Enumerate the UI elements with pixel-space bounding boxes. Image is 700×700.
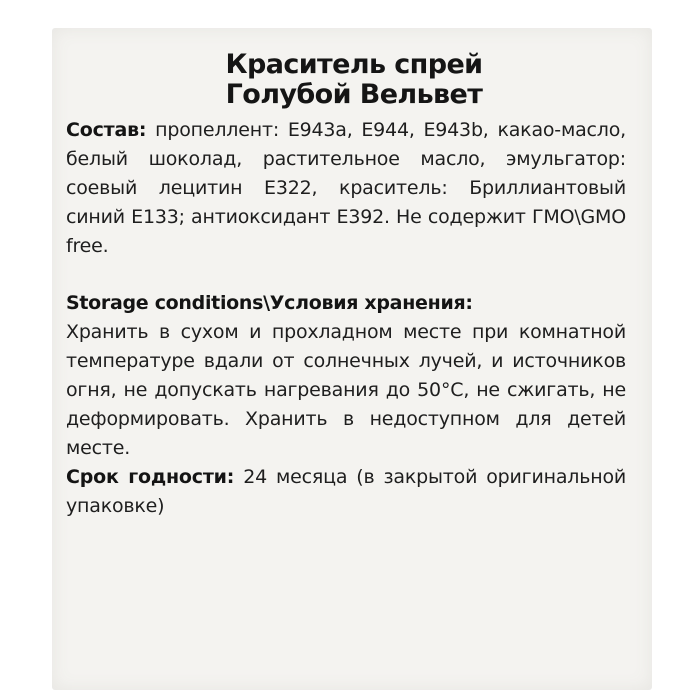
shelf-life-text: 24 месяца (в закрытой оригинальной упаковке) xyxy=(66,466,627,517)
composition-label: Состав: xyxy=(66,119,147,141)
shelf-life-label: Срок годности: xyxy=(66,466,235,488)
shelf-life-section xyxy=(66,463,626,521)
label-content xyxy=(66,50,626,521)
product-title xyxy=(82,50,626,110)
composition-section xyxy=(66,116,626,261)
product-title-line-1: Краситель спрей xyxy=(225,49,483,80)
composition-text: пропеллент: E943a, E944, E943b, какао-масло, белый шоколад, растительное масло, эмульгатор: соевый лецитин E322, краситель: Бриллиантовый синий E133; антиоксидант E392. Не содержит ГМО\GMO free. xyxy=(66,119,626,257)
product-label xyxy=(52,28,652,690)
storage-heading: Storage conditions\Условия хранения: xyxy=(66,292,473,314)
storage-text: Хранить в сухом и прохладном месте при комнатной температуре вдали от солнечных лучей, и источников огня, не допускать нагревания до 50°C, не сжигать, не деформировать. Хранить в недоступном для детей месте. xyxy=(66,321,626,459)
product-title-line-2: Голубой Вельвет xyxy=(225,79,483,110)
